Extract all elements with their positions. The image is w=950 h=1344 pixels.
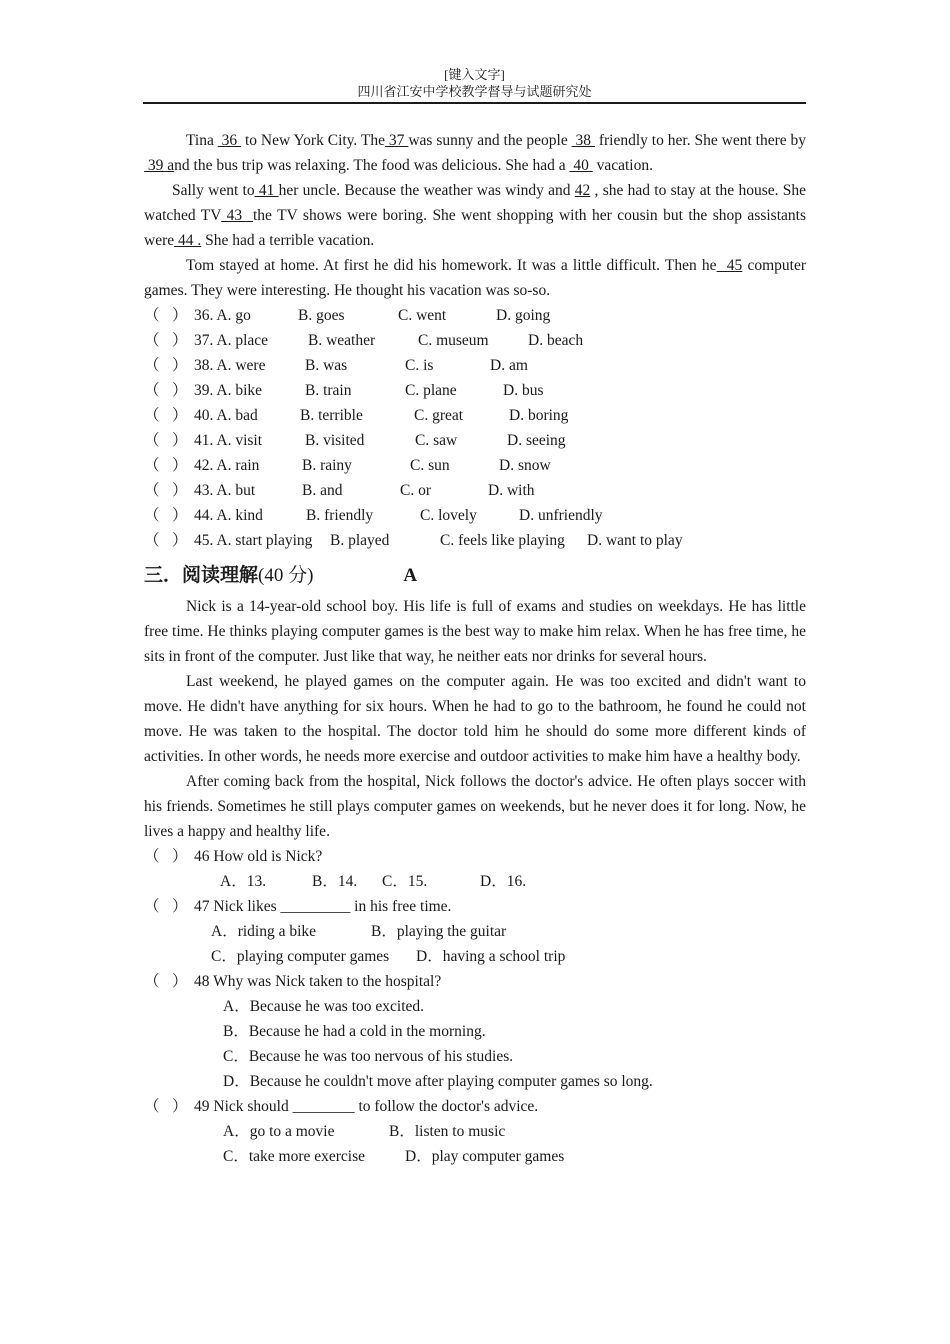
cloze-question-39 — [144, 378, 806, 403]
question-47-options-row-2 — [144, 944, 806, 969]
option-d: D. beach — [528, 332, 584, 349]
option-b: B．14. — [312, 873, 358, 890]
blank-43: 43 — [221, 207, 253, 224]
option-d: D. snow — [499, 457, 551, 474]
header-org: 四川省江安中学校教学督导与试题研究处 — [357, 84, 592, 99]
option-c: C. is — [405, 357, 434, 374]
cloze-text: nd the bus trip was relaxing. The food was delicious. She had a — [174, 157, 570, 174]
option-a: A．riding a bike — [211, 923, 317, 940]
option-a: 45. A. start playing — [194, 532, 313, 549]
option-b: B. goes — [298, 307, 345, 324]
passage-paragraph-3: After coming back from the hospital, Nick follows the doctor's advice. He often plays soccer with his friends. Sometimes he still plays computer games on weekends, but he never does it for long. Now, he lives a happy and healthy life. — [144, 773, 806, 840]
cloze-text: vacation. — [592, 157, 653, 174]
option-c: C. went — [398, 307, 447, 324]
answer-bracket-close: ） — [172, 898, 188, 915]
cloze-text: to New York City. The — [241, 132, 386, 149]
answer-bracket-open[interactable]: （ — [144, 332, 160, 349]
option-a: A．Because he was too excited. — [223, 998, 425, 1015]
answer-bracket-open[interactable]: （ — [144, 457, 160, 474]
option-a: 41. A. visit — [194, 432, 263, 449]
question-47 — [144, 894, 806, 919]
blank-38: 38 — [571, 132, 595, 149]
option-b: B. played — [330, 532, 390, 549]
option-d: D．play computer games — [405, 1148, 565, 1165]
option-a: 39. A. bike — [194, 382, 263, 399]
cloze-question-44 — [144, 503, 806, 528]
cloze-text: friendly to her. She went there by — [594, 132, 807, 149]
question-46 — [144, 844, 806, 869]
answer-bracket-open[interactable]: （ — [144, 407, 160, 424]
answer-bracket-close: ） — [172, 407, 188, 424]
option-b: B. terrible — [300, 407, 363, 424]
cloze-paragraph-2 — [144, 178, 806, 253]
question-49-options-row-2 — [144, 1144, 806, 1169]
answer-bracket-open[interactable]: （ — [144, 307, 160, 324]
option-b: B. rainy — [302, 457, 352, 474]
option-b: B. friendly — [306, 507, 374, 524]
option-a: 36. A. go — [194, 307, 251, 324]
answer-bracket-open[interactable]: （ — [144, 848, 160, 865]
cloze-text: , she had to stay at the house. She watched TV — [144, 182, 806, 224]
blank-37: 37 — [385, 132, 409, 149]
blank-44: 44 . — [174, 232, 202, 249]
option-c: C. or — [400, 482, 431, 499]
option-c: C. lovely — [420, 507, 477, 524]
answer-bracket-close: ） — [172, 507, 188, 524]
option-b: B. and — [302, 482, 343, 499]
answer-bracket-close: ） — [172, 332, 188, 349]
section-heading — [144, 562, 806, 590]
question-46-options — [144, 869, 806, 894]
cloze-question-list — [144, 303, 806, 553]
cloze-question-37 — [144, 328, 806, 353]
blank-39: 39 a — [144, 157, 175, 174]
answer-bracket-close: ） — [172, 382, 188, 399]
cloze-text: Tom stayed at home. At first he did his homework. It was a little difficult. Then he — [186, 257, 717, 274]
answer-bracket-open[interactable]: （ — [144, 1098, 160, 1115]
page-header — [143, 66, 806, 100]
cloze-text: She had a terrible vacation. — [201, 232, 375, 249]
option-d: D．16. — [480, 873, 527, 890]
answer-bracket-close: ） — [172, 532, 188, 549]
option-c: C. sun — [410, 457, 450, 474]
answer-bracket-open[interactable]: （ — [144, 973, 160, 990]
answer-bracket-open[interactable]: （ — [144, 432, 160, 449]
option-d: D. boring — [509, 407, 569, 424]
cloze-question-43 — [144, 478, 806, 503]
worksheet-body — [144, 128, 806, 1169]
answer-bracket-open[interactable]: （ — [144, 357, 160, 374]
answer-bracket-open[interactable]: （ — [144, 898, 160, 915]
header-placeholder: [键入文字] — [444, 67, 505, 82]
option-a: 42. A. rain — [194, 457, 260, 474]
option-c: C. museum — [418, 332, 489, 349]
answer-bracket-close: ） — [172, 482, 188, 499]
section-score: (40 分) — [258, 565, 314, 586]
blank-45: 45 — [716, 257, 743, 274]
option-a: 37. A. place — [194, 332, 269, 349]
cloze-question-36 — [144, 303, 806, 328]
option-d: D. unfriendly — [519, 507, 603, 524]
option-b: B. weather — [308, 332, 376, 349]
answer-bracket-open[interactable]: （ — [144, 532, 160, 549]
option-d: D. bus — [503, 382, 544, 399]
passage-paragraph-1: Nick is a 14-year-old school boy. His life is full of exams and studies on weekdays. He has little free time. He thinks playing computer games is the best way to make him relax. When he has free time, he sits in front of the computer. Just like that way, he neither eats nor drinks for several hours. — [144, 598, 806, 665]
option-b: B．listen to music — [389, 1123, 506, 1140]
cloze-text: Tina — [186, 132, 218, 149]
question-stem: 49 Nick should ________ to follow the doctor's advice. — [194, 1098, 539, 1115]
blank-40: 40 — [569, 157, 593, 174]
answer-bracket-open[interactable]: （ — [144, 482, 160, 499]
cloze-question-42 — [144, 453, 806, 478]
cloze-text: computer games. They were interesting. He thought his vacation was so-so. — [144, 257, 806, 299]
cloze-question-45 — [144, 528, 806, 553]
option-a: A．13. — [220, 873, 267, 890]
section-title: 三．阅读理解 — [144, 565, 259, 586]
question-48 — [144, 969, 806, 994]
question-stem: 46 How old is Nick? — [194, 848, 323, 865]
option-d: D. with — [488, 482, 535, 499]
cloze-text: Sally went to — [172, 182, 255, 199]
option-c: C. great — [414, 407, 464, 424]
answer-bracket-open[interactable]: （ — [144, 507, 160, 524]
option-c: C．playing computer games — [211, 948, 390, 965]
option-b: B. was — [305, 357, 348, 374]
answer-bracket-close: ） — [172, 973, 188, 990]
option-b: B. train — [305, 382, 352, 399]
answer-bracket-close: ） — [172, 307, 188, 324]
option-c: C．Because he was too nervous of his studies. — [223, 1048, 514, 1065]
option-d: D．having a school trip — [416, 948, 566, 965]
header-divider — [143, 102, 806, 104]
option-a: A．go to a movie — [223, 1123, 335, 1140]
answer-bracket-close: ） — [172, 1098, 188, 1115]
question-49 — [144, 1094, 806, 1119]
question-47-options-row-1 — [144, 919, 806, 944]
blank-42: 42 — [574, 182, 591, 199]
option-d: D. am — [490, 357, 528, 374]
answer-bracket-close: ） — [172, 848, 188, 865]
option-b: B. visited — [305, 432, 365, 449]
cloze-paragraph-3 — [144, 253, 806, 303]
cloze-question-41 — [144, 428, 806, 453]
option-b: B．playing the guitar — [371, 923, 507, 940]
passage-paragraph-2: Last weekend, he played games on the computer again. He was too excited and didn't want to move. He didn't have anything for six hours. When he had to go to the bathroom, he found he could not move. He was taken to the hospital. The doctor told him he should do some more different kinds of activities. In other words, he needs more exercise and outdoor activities to make him have a healthy body. — [144, 673, 806, 765]
option-c: C．15. — [382, 873, 428, 890]
question-49-options-row-1 — [144, 1119, 806, 1144]
option-c: C．take more exercise — [223, 1148, 366, 1165]
option-a: 40. A. bad — [194, 407, 258, 424]
passage-letter: A — [403, 565, 418, 586]
answer-bracket-close: ） — [172, 457, 188, 474]
option-c: C. feels like playing — [440, 532, 565, 549]
option-a: 43. A. but — [194, 482, 256, 499]
blank-36: 36 — [217, 132, 242, 149]
option-a: 44. A. kind — [194, 507, 263, 524]
option-b: B．Because he had a cold in the morning. — [223, 1023, 486, 1040]
answer-bracket-close: ） — [172, 432, 188, 449]
option-d: D. going — [496, 307, 551, 324]
option-d: D. seeing — [507, 432, 566, 449]
cloze-text: her uncle. Because the weather was windy and — [278, 182, 575, 199]
option-d: D．Because he couldn't move after playing computer games so long. — [223, 1073, 653, 1090]
cloze-paragraph-1 — [144, 128, 806, 178]
option-a: 38. A. were — [194, 357, 266, 374]
option-c: C. saw — [415, 432, 458, 449]
option-d: D. want to play — [587, 532, 683, 549]
question-stem: 48 Why was Nick taken to the hospital? — [194, 973, 442, 990]
answer-bracket-open[interactable]: （ — [144, 382, 160, 399]
cloze-question-40 — [144, 403, 806, 428]
cloze-question-38 — [144, 353, 806, 378]
blank-41: 41 — [254, 182, 279, 199]
cloze-text: the TV shows were boring. She went shopping with her cousin but the shop assistants were — [144, 207, 806, 249]
answer-bracket-close: ） — [172, 357, 188, 374]
cloze-text: was sunny and the people — [408, 132, 572, 149]
option-c: C. plane — [405, 382, 457, 399]
question-stem: 47 Nick likes _________ in his free time. — [194, 898, 452, 915]
